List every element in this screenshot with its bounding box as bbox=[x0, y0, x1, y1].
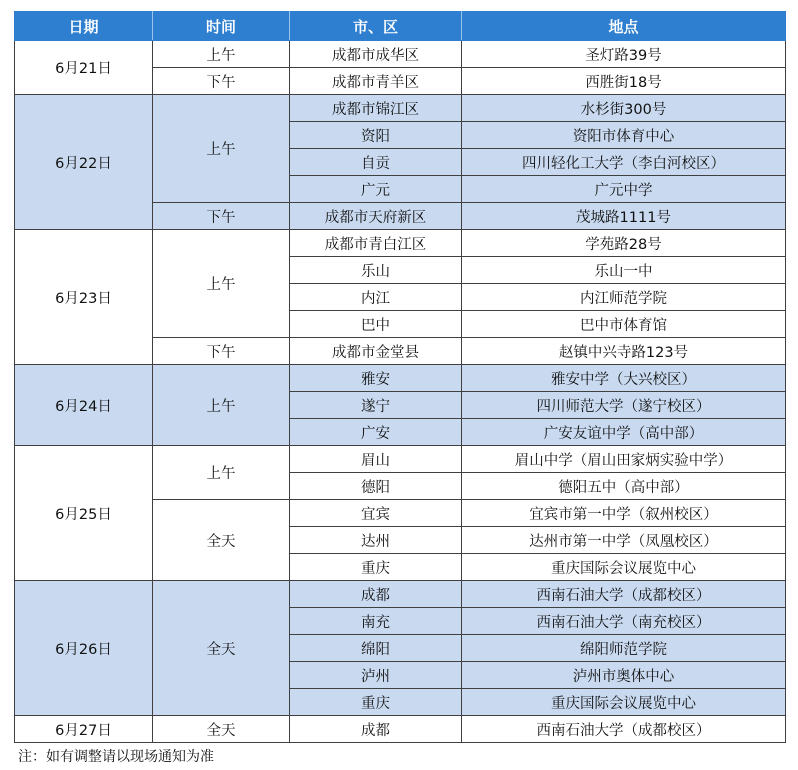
day-group bbox=[15, 581, 786, 716]
time-cell: 全天 bbox=[153, 581, 290, 716]
table-row bbox=[15, 230, 786, 257]
date-cell: 6月25日 bbox=[15, 446, 153, 581]
city-cell: 宜宾 bbox=[290, 500, 462, 527]
date-cell: 6月23日 bbox=[15, 230, 153, 365]
city-cell: 乐山 bbox=[290, 257, 462, 284]
place-cell: 雅安中学（大兴校区） bbox=[462, 365, 786, 392]
place-cell: 茂城路1111号 bbox=[462, 203, 786, 230]
place-cell: 绵阳师范学院 bbox=[462, 635, 786, 662]
place-cell: 巴中市体育馆 bbox=[462, 311, 786, 338]
day-group bbox=[15, 230, 786, 365]
city-cell: 广元 bbox=[290, 176, 462, 203]
table-row bbox=[15, 446, 786, 473]
table-row bbox=[15, 41, 786, 68]
place-cell: 泸州市奥体中心 bbox=[462, 662, 786, 689]
day-group bbox=[15, 95, 786, 230]
city-cell: 成都市锦江区 bbox=[290, 95, 462, 122]
day-group bbox=[15, 365, 786, 446]
time-cell: 上午 bbox=[153, 230, 290, 338]
city-cell: 广安 bbox=[290, 419, 462, 446]
city-cell: 资阳 bbox=[290, 122, 462, 149]
date-cell: 6月27日 bbox=[15, 716, 153, 743]
city-cell: 遂宁 bbox=[290, 392, 462, 419]
time-cell: 全天 bbox=[153, 500, 290, 581]
place-cell: 达州市第一中学（凤凰校区） bbox=[462, 527, 786, 554]
day-group bbox=[15, 41, 786, 95]
place-cell: 重庆国际会议展览中心 bbox=[462, 554, 786, 581]
table-row bbox=[15, 716, 786, 743]
place-cell: 眉山中学（眉山田家炳实验中学） bbox=[462, 446, 786, 473]
time-cell: 全天 bbox=[153, 716, 290, 743]
time-cell: 上午 bbox=[153, 95, 290, 203]
day-group bbox=[15, 716, 786, 743]
city-cell: 重庆 bbox=[290, 554, 462, 581]
time-cell: 下午 bbox=[153, 203, 290, 230]
city-cell: 泸州 bbox=[290, 662, 462, 689]
time-cell: 上午 bbox=[153, 365, 290, 446]
city-cell: 成都市青羊区 bbox=[290, 68, 462, 95]
city-cell: 达州 bbox=[290, 527, 462, 554]
city-cell: 南充 bbox=[290, 608, 462, 635]
city-cell: 成都市成华区 bbox=[290, 41, 462, 68]
table-row bbox=[15, 581, 786, 608]
header-place: 地点 bbox=[462, 12, 786, 41]
date-cell: 6月26日 bbox=[15, 581, 153, 716]
place-cell: 学苑路28号 bbox=[462, 230, 786, 257]
place-cell: 赵镇中兴寺路123号 bbox=[462, 338, 786, 365]
date-cell: 6月22日 bbox=[15, 95, 153, 230]
city-cell: 德阳 bbox=[290, 473, 462, 500]
place-cell: 广元中学 bbox=[462, 176, 786, 203]
city-cell: 成都 bbox=[290, 581, 462, 608]
place-cell: 圣灯路39号 bbox=[462, 41, 786, 68]
time-cell: 下午 bbox=[153, 68, 290, 95]
time-cell: 下午 bbox=[153, 338, 290, 365]
schedule-table bbox=[14, 11, 786, 743]
place-cell: 西南石油大学（南充校区） bbox=[462, 608, 786, 635]
place-cell: 德阳五中（高中部） bbox=[462, 473, 786, 500]
place-cell: 重庆国际会议展览中心 bbox=[462, 689, 786, 716]
city-cell: 绵阳 bbox=[290, 635, 462, 662]
time-cell: 上午 bbox=[153, 41, 290, 68]
city-cell: 内江 bbox=[290, 284, 462, 311]
city-cell: 雅安 bbox=[290, 365, 462, 392]
table-header bbox=[15, 12, 786, 41]
city-cell: 眉山 bbox=[290, 446, 462, 473]
header-city: 市、区 bbox=[290, 12, 462, 41]
place-cell: 乐山一中 bbox=[462, 257, 786, 284]
place-cell: 水杉街300号 bbox=[462, 95, 786, 122]
time-cell: 上午 bbox=[153, 446, 290, 500]
place-cell: 四川轻化工大学（李白河校区） bbox=[462, 149, 786, 176]
city-cell: 重庆 bbox=[290, 689, 462, 716]
date-cell: 6月21日 bbox=[15, 41, 153, 95]
footnote: 注：如有调整请以现场通知为准 bbox=[18, 749, 214, 765]
place-cell: 西南石油大学（成都校区） bbox=[462, 581, 786, 608]
city-cell: 巴中 bbox=[290, 311, 462, 338]
table-row bbox=[15, 95, 786, 122]
place-cell: 资阳市体育中心 bbox=[462, 122, 786, 149]
header-time: 时间 bbox=[153, 12, 290, 41]
date-cell: 6月24日 bbox=[15, 365, 153, 446]
city-cell: 成都市天府新区 bbox=[290, 203, 462, 230]
header-row bbox=[15, 12, 786, 41]
place-cell: 西南石油大学（成都校区） bbox=[462, 716, 786, 743]
place-cell: 宜宾市第一中学（叙州校区） bbox=[462, 500, 786, 527]
header-date: 日期 bbox=[15, 12, 153, 41]
table-row bbox=[15, 365, 786, 392]
place-cell: 四川师范大学（遂宁校区） bbox=[462, 392, 786, 419]
place-cell: 内江师范学院 bbox=[462, 284, 786, 311]
day-group bbox=[15, 446, 786, 581]
city-cell: 成都市金堂县 bbox=[290, 338, 462, 365]
city-cell: 成都 bbox=[290, 716, 462, 743]
place-cell: 西胜街18号 bbox=[462, 68, 786, 95]
city-cell: 成都市青白江区 bbox=[290, 230, 462, 257]
place-cell: 广安友谊中学（高中部） bbox=[462, 419, 786, 446]
city-cell: 自贡 bbox=[290, 149, 462, 176]
